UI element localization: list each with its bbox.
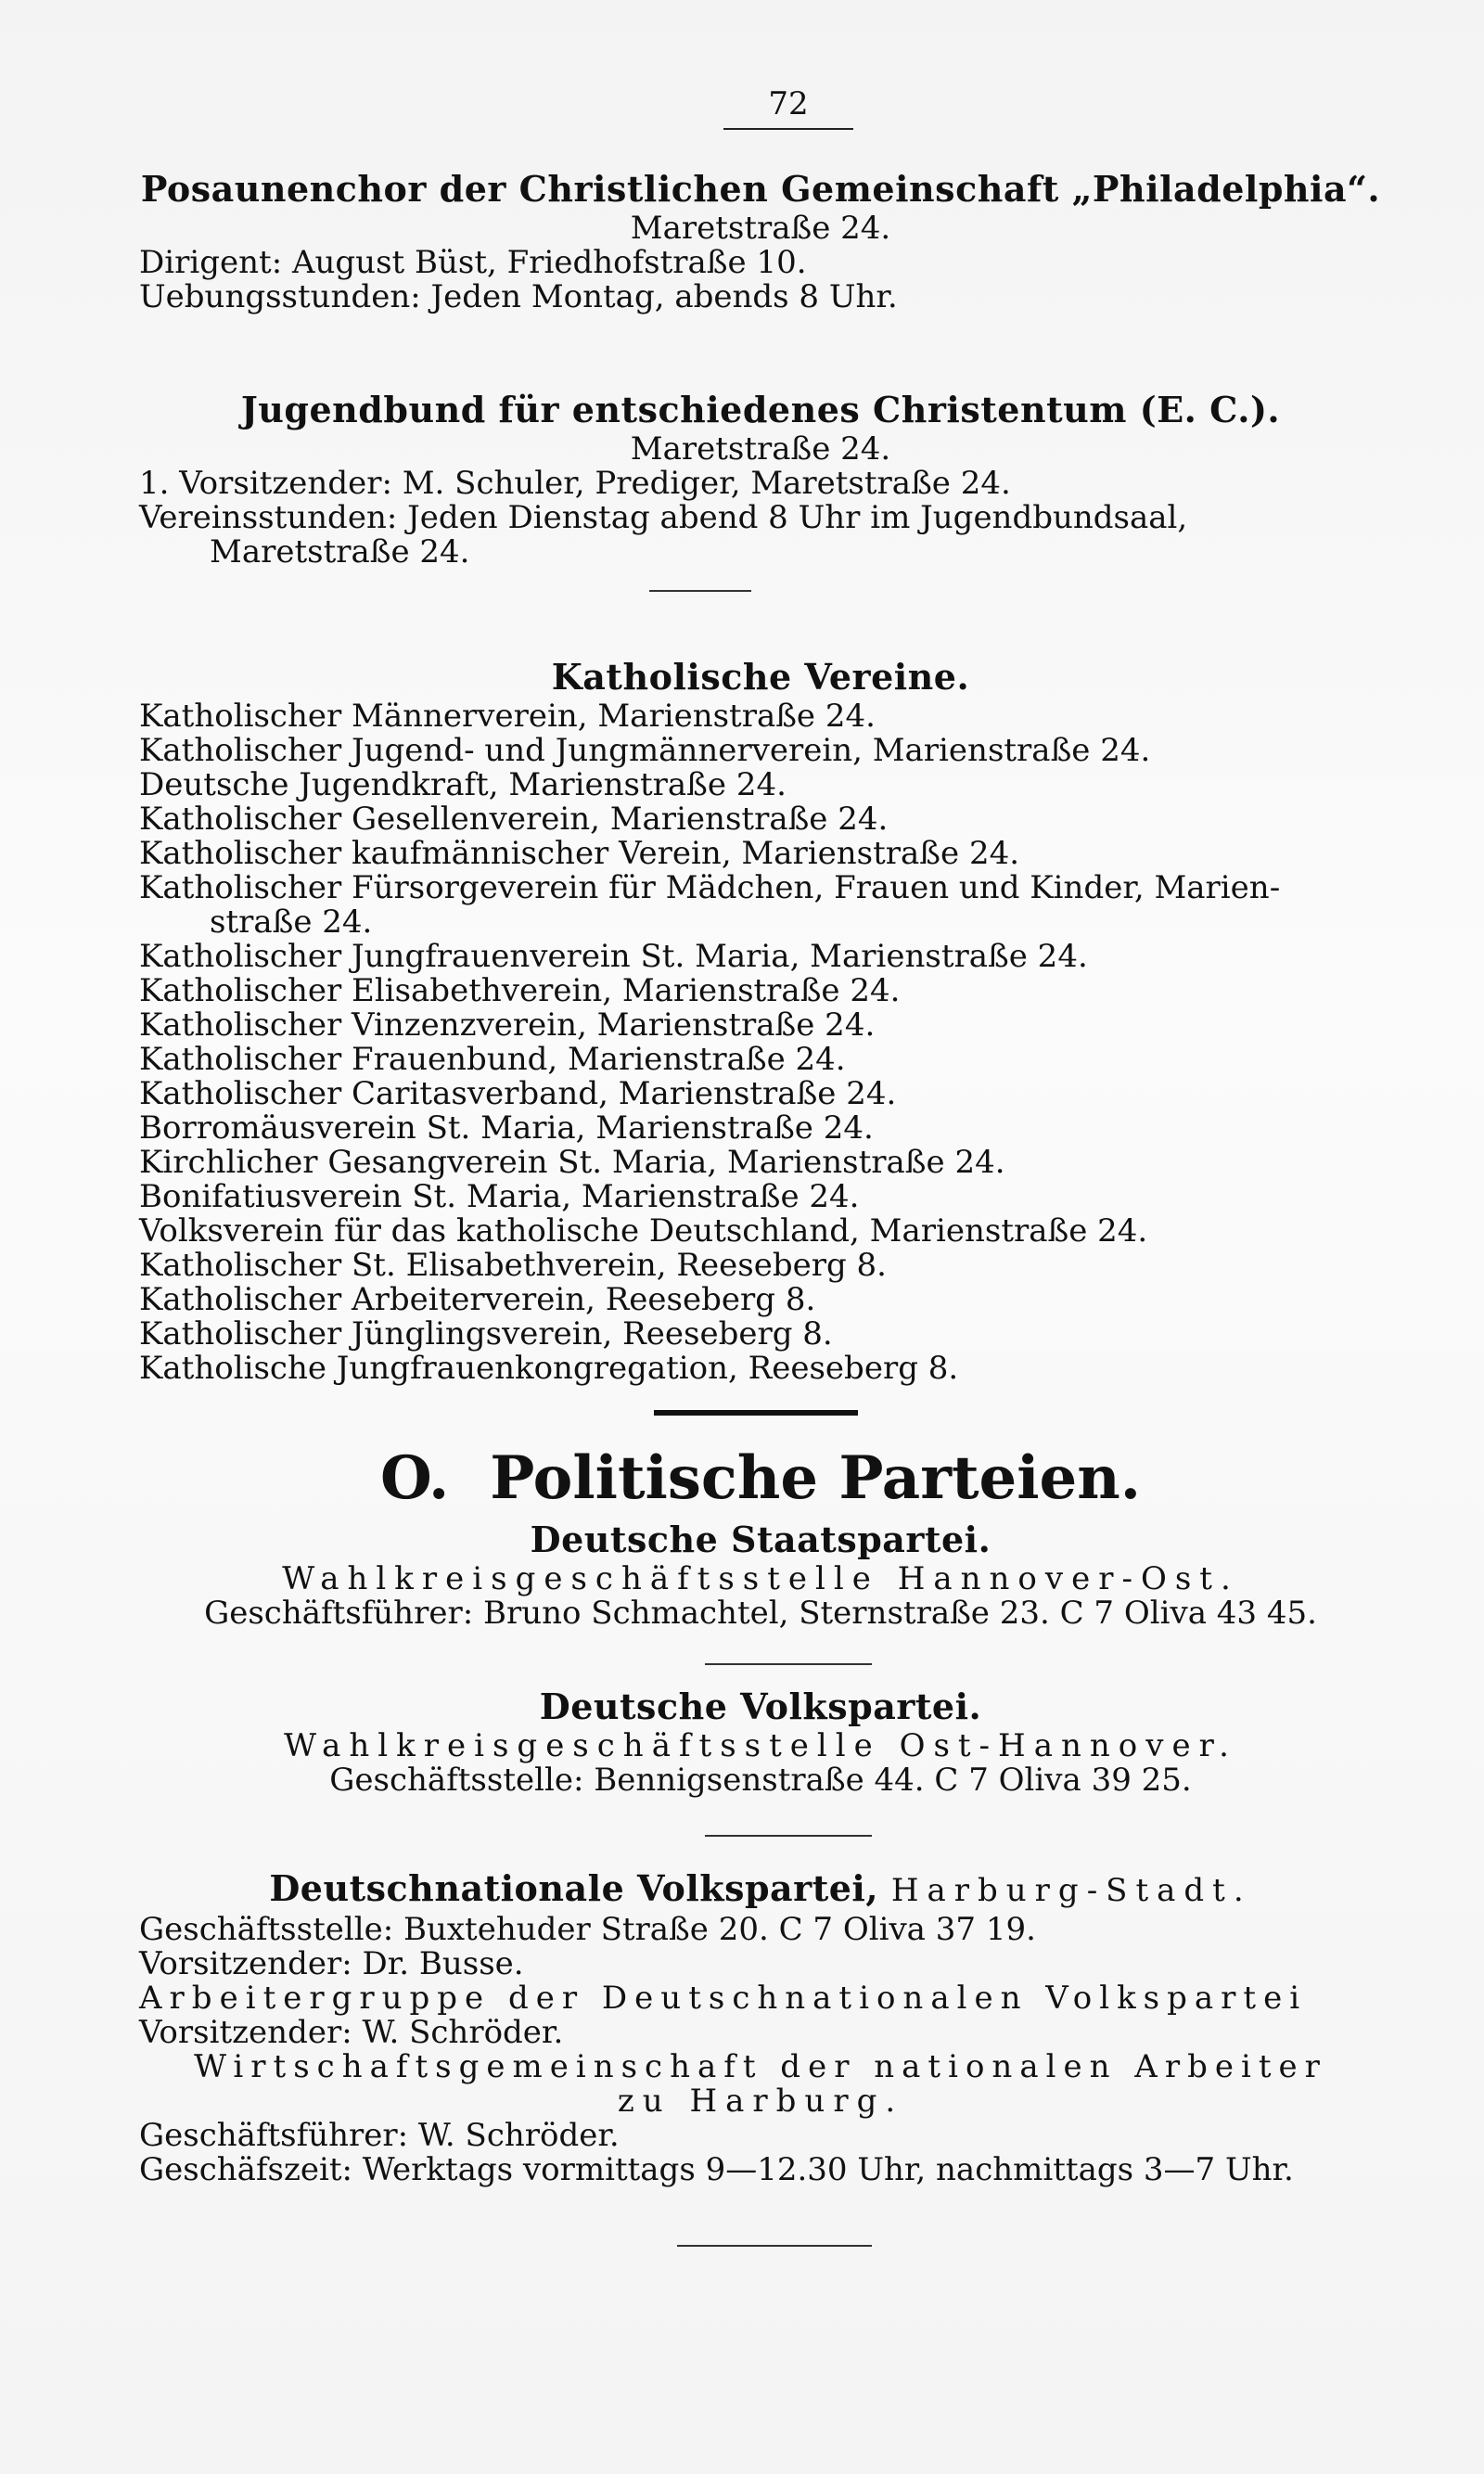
jugendbund-vorsitzender: 1. Vorsitzender: M. Schuler, Prediger, Maretstraße 24. [139,465,1011,502]
staatspartei-subtitle: Wahlkreisgeschäftsstelle Hannover-Ost. [282,1560,1239,1597]
list-item: Katholischer kaufmännischer Verein, Marienstraße 24. [139,835,1020,872]
volkspartei-title: Deutsche Volkspartei. [539,1686,982,1727]
jugendbund-address: Maretstraße 24. [630,430,891,468]
dnvp-title-suffix: Harburg-Stadt. [890,1872,1252,1909]
dnvp-geschaeftsfuehrer: Geschäftsführer: W. Schröder. [139,2117,620,2154]
list-item: Katholischer Männerverein, Marienstraße 24. [139,698,876,735]
jugendbund-section [139,388,1382,570]
list-item: Bonifatiusverein St. Maria, Marienstraße 24. [139,1178,860,1215]
dnvp-title-line [139,1866,1382,1913]
dnvp-wirtschaftsgemeinschaft-ort: zu Harburg. [617,2083,904,2120]
volkspartei-subtitle: Wahlkreisgeschäftsstelle Ost-Hannover. [284,1727,1237,1764]
divider [705,1835,872,1837]
posaunenchor-dirigent: Dirigent: August Büst, Friedhofstraße 10. [139,244,807,281]
list-item: Borromäusverein St. Maria, Marienstraße 24. [139,1109,874,1147]
jugendbund-vereinsstunden: Vereinsstunden: Jeden Dienstag abend 8 Uhr im Jugendbundsaal, [139,499,1188,536]
page-number: 72 [723,85,853,130]
list-item: Kirchlicher Gesangverein St. Maria, Marienstraße 24. [139,1144,1005,1181]
jugendbund-title: Jugendbund für entschiedenes Christentum (E. C.). [240,389,1281,430]
list-item: Katholischer Gesellenverein, Marienstraße 24. [139,801,889,838]
katholische-vereine-list [139,699,1382,1386]
list-item-continued: straße 24. [210,904,373,941]
list-item: Katholischer Fürsorgeverein für Mädchen, Frauen und Kinder, Marien- [139,869,1281,906]
list-item: Katholischer Frauenbund, Marienstraße 24. [139,1041,846,1078]
section-title: Politische Parteien. [490,1443,1142,1513]
list-item: Katholischer Arbeiterverein, Reeseberg 8. [139,1281,816,1318]
divider [705,1663,872,1665]
list-item: Katholischer Jünglingsverein, Reeseberg 8. [139,1315,833,1352]
jugendbund-address-continued: Maretstraße 24. [210,533,470,570]
staatspartei-section [139,1518,1382,1631]
katholische-vereine-section [139,655,1382,1386]
posaunenchor-uebungsstunden: Uebungsstunden: Jeden Montag, abends 8 Uhr. [139,278,898,315]
section-heading [139,1443,1382,1514]
divider [649,590,751,592]
dnvp-arbeitergruppe: Arbeitergruppe der Deutschnationalen Volkspartei [139,1980,1308,2017]
posaunenchor-section [139,167,1382,314]
dnvp-geschaeftszeit: Geschäfszeit: Werktags vormittags 9—12.30 Uhr, nachmittags 3—7 Uhr. [139,2151,1294,2188]
dnvp-wirtschaftsgemeinschaft: Wirtschaftsgemeinschaft der nationalen Arbeiter [194,2048,1327,2085]
divider [677,2245,872,2247]
dnvp-geschaeftsstelle: Geschäftsstelle: Buxtehuder Straße 20. C 7 Oliva 37 19. [139,1911,1036,1948]
list-item: Deutsche Jugendkraft, Marienstraße 24. [139,766,787,803]
list-item: Katholischer St. Elisabethverein, Reeseberg 8. [139,1247,887,1284]
staatspartei-geschaeftsfuehrer: Geschäftsführer: Bruno Schmachtel, Sternstraße 23. C 7 Oliva 43 45. [204,1595,1317,1632]
list-item: Katholischer Jungfrauenverein St. Maria, Marienstraße 24. [139,938,1088,975]
dnvp-arbeitergruppe-vorsitzender: Vorsitzender: W. Schröder. [139,2014,564,2051]
section-divider [654,1410,858,1416]
list-item: Katholische Jungfrauenkongregation, Reeseberg 8. [139,1350,959,1387]
list-item: Volksverein für das katholische Deutschland, Marienstraße 24. [139,1212,1148,1250]
dnvp-vorsitzender: Vorsitzender: Dr. Busse. [139,1945,524,1982]
section-letter: O. [379,1443,450,1513]
volkspartei-section [139,1685,1382,1798]
dnvp-title: Deutschnationale Volkspartei, [269,1867,879,1909]
list-item: Katholischer Jugend- und Jungmännerverein, Marienstraße 24. [139,732,1151,769]
posaunenchor-address: Maretstraße 24. [630,210,891,247]
list-item: Katholischer Caritasverband, Marienstraße 24. [139,1075,897,1112]
list-item: Katholischer Vinzenzverein, Marienstraße 24. [139,1006,876,1044]
list-item: Katholischer Elisabethverein, Marienstraße 24. [139,972,901,1009]
dnvp-section [139,1866,1382,2187]
volkspartei-geschaeftsstelle: Geschäftsstelle: Bennigsenstraße 44. C 7 Oliva 39 25. [329,1762,1192,1799]
staatspartei-title: Deutsche Staatspartei. [530,1519,991,1560]
posaunenchor-title: Posaunenchor der Christlichen Gemeinschaft „Philadelphia“. [140,168,1381,210]
katholische-vereine-title: Katholische Vereine. [551,656,970,698]
